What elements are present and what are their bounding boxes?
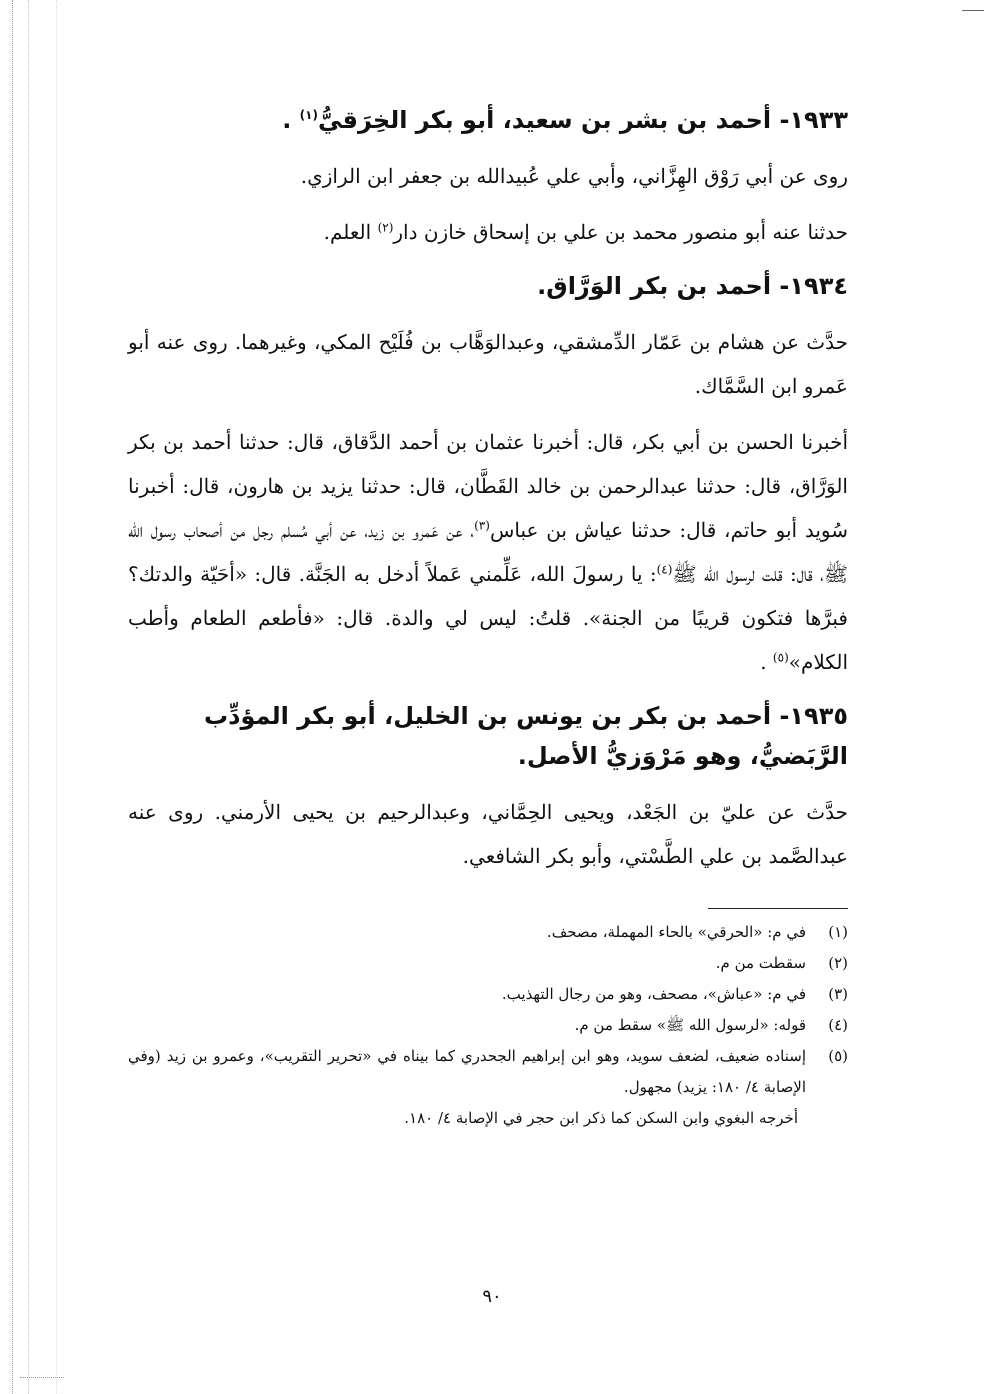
paragraph-text: ، عن عَمرو بن زيد، عن أبي مُسلم رجل من أصحاب رسول الله ﷺ، قال: قلت لرسول الله ﷺ	[128, 518, 848, 586]
footnotes	[128, 917, 848, 1134]
paragraph-text: .	[760, 650, 773, 674]
entry-heading-1933	[128, 100, 848, 140]
footnote-text: في م: «عباش»، مصحف، وهو من رجال التهذيب.	[501, 985, 806, 1003]
paragraph-text: أخبرنا الحسن بن أبي بكر، قال: أخبرنا عثمان بن أحمد الدَّقاق، قال: حدثنا أحمد بن بكر الوَرَّاق، قال: حدثنا عبدالرحمن بن خالد القَطَّان، قال: حدثنا يزيد بن هارون، قال: أخبرنا سُويد أبو حاتم، قال: حدثنا عياش بن عباس	[128, 430, 849, 542]
entry-paragraph: روى عن أبي رَوْق الهِزَّاني، وأبي علي عُبيدالله بن جعفر ابن الرازي.	[300, 164, 848, 188]
footnote-ref: (٣)	[474, 518, 490, 533]
scan-mark	[20, 1377, 64, 1378]
scan-mark	[962, 10, 984, 11]
footnote-text: قوله: «لرسول الله ﷺ» سقط من م.	[574, 1016, 806, 1034]
page-number: ٩٠	[482, 1286, 502, 1307]
footnote-ref: (٢)	[377, 220, 394, 235]
entry-heading-text: ١٩٣٣- أحمد بن بشر بن سعيد، أبو بكر الخِرَقيُّ	[317, 106, 848, 134]
footnote	[128, 948, 848, 979]
footnote	[128, 979, 848, 1010]
entry-paragraph: حدَّث عن عليّ بن الجَعْد، ويحيى الحِمَّاني، وعبدالرحيم بن يحيى الأرمني. روى عنه عبدالصَّمد بن علي الطَّسْتي، وأبو بكر الشافعي.	[128, 800, 848, 868]
footnote-text: في م: «الحرقي» بالحاء المهملة، مصحف.	[546, 923, 806, 941]
entry-paragraph	[128, 420, 848, 684]
footnote-number: (٤)	[828, 1016, 848, 1034]
footnote	[128, 917, 848, 948]
margin-line	[56, 0, 57, 1394]
footnote-ref: (٥)	[772, 650, 789, 665]
footnote-number: (٢)	[828, 954, 848, 972]
footnote-number: (٣)	[828, 985, 848, 1003]
footnote	[128, 1010, 848, 1041]
margin-line	[12, 0, 13, 1394]
footnote-number: (١)	[828, 923, 848, 941]
entry-heading-1934: ١٩٣٤- أحمد بن بكر الوَرَّاق.	[537, 272, 848, 300]
footnote-number: (٥)	[828, 1047, 848, 1065]
footnote-continuation: أخرجه البغوي وابن السكن كما ذكر ابن حجر في الإصابة ٤/ ١٨٠.	[404, 1109, 798, 1127]
entry-heading-1935: ١٩٣٥- أحمد بن بكر بن يونس بن الخليل، أبو بكر المؤدِّب الرَّبَضيُّ، وهو مَرْوَزيُّ الأصل.	[204, 702, 848, 770]
footnote-separator	[708, 908, 848, 909]
paragraph-text: العلم.	[323, 220, 378, 244]
entry-paragraph: حدَّث عن هشام بن عَمّار الدِّمشقي، وعبدالوَهَّاب بن فُلَيْح المكي، وغيرهما. روى عنه أبو عَمرو ابن السَّمَّاك.	[128, 330, 848, 398]
margin-line	[28, 0, 29, 1394]
footnote-ref: (١)	[299, 108, 318, 122]
footnote	[128, 1041, 848, 1103]
paragraph-text: : يا رسولَ الله، عَلِّمني عَملاً أدخل به الجَنَّة. قال: «أحَيّة والدتك؟ فبرَّها فتكون قريبًا من الجنة». قلتُ: ليس لي والدة. قال: «فأطعم الطعام وأطب الكلام»	[128, 562, 848, 674]
footnote-ref: (٤)	[656, 562, 673, 577]
footnote-text: سقطت من م.	[715, 954, 806, 972]
entry-paragraph	[128, 210, 848, 254]
paragraph-text: حدثنا عنه أبو منصور محمد بن علي بن إسحاق خازن دار	[393, 220, 848, 244]
entry-heading-end: .	[282, 106, 300, 134]
footnote-text: إسناده ضعيف، لضعف سويد، وهو ابن إبراهيم الجحدري كما بيناه في «تحرير التقريب»، وعمرو بن زيد (وفي الإصابة ٤/ ١٨٠: يزيد) مجهول.	[128, 1047, 806, 1096]
page-content	[128, 100, 848, 1134]
